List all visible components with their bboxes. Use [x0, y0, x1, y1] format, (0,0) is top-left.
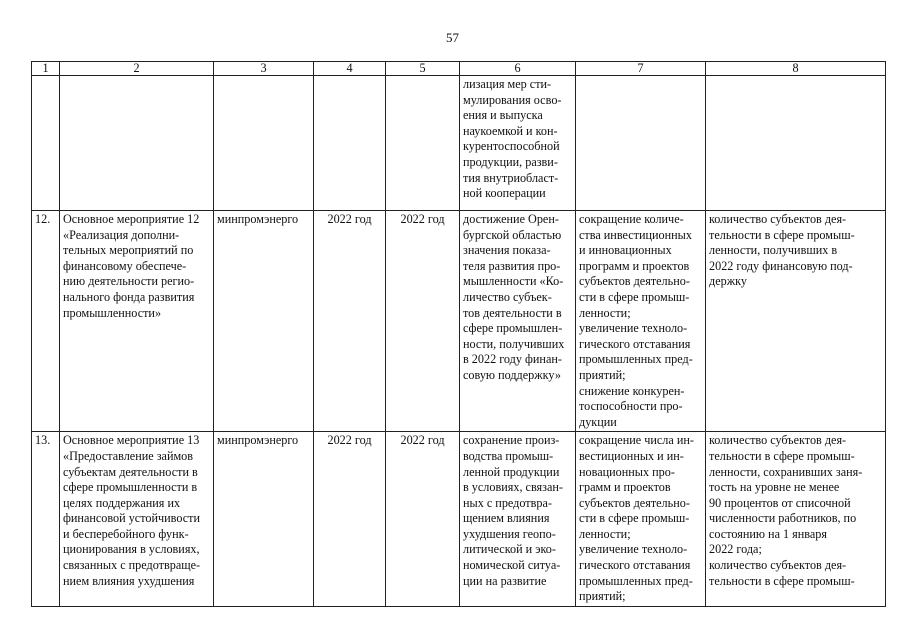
cell-text-line: дукции	[579, 414, 617, 429]
cell-text-line: тов деятельности в	[463, 305, 562, 320]
cell-text-line: нального фонда развития	[63, 289, 195, 304]
cell-text-line: увеличение техноло-	[579, 321, 688, 336]
cell-text-line: промышленных пред-	[579, 573, 693, 588]
cell-text-line: финансовой устойчивости	[63, 511, 200, 526]
cell-text-line: «Предоставление займов	[63, 448, 194, 463]
row-number: 12.	[32, 211, 60, 432]
cell-text-line: личество субъек-	[463, 289, 552, 304]
cell-text-line: приятий;	[579, 367, 626, 382]
cell-text-line: снижение конкурен-	[579, 383, 685, 398]
table-cell	[386, 76, 460, 211]
cell-text-line: щением влияния	[463, 511, 550, 526]
cell-text-line: мышленности «Ко-	[463, 274, 564, 289]
cell-text-line: ных с предотвра-	[463, 495, 552, 510]
column-header: 2	[60, 62, 214, 76]
cell-text-line: субъектов деятельно-	[579, 274, 690, 289]
cell-text-line: финансовому обеспече-	[63, 258, 187, 273]
column-header: 5	[386, 62, 460, 76]
cell-text-line: количество субъектов дея-	[709, 558, 847, 573]
column-header: 7	[576, 62, 706, 76]
cell-text-line: тельности в сфере промыш-	[709, 448, 855, 463]
cell-text-line: количество субъектов дея-	[709, 433, 847, 448]
cell-text-line: сти в сфере промыш-	[579, 511, 690, 526]
cell-text-line: ленной продукции	[463, 464, 560, 479]
cell-text-line: количество субъектов дея-	[709, 212, 847, 226]
link-cell	[460, 211, 576, 432]
table-row-continuation	[32, 76, 886, 211]
cell-text-line: 90 процентов от списочной	[709, 495, 851, 510]
cell-text-line: в 2022 году финан-	[463, 352, 562, 367]
cell-text-line: держку	[709, 274, 747, 289]
table-cell	[706, 76, 886, 211]
cell-text-line: 2022 года;	[709, 542, 762, 557]
column-header: 6	[460, 62, 576, 76]
cell-text-line: курентоспособной	[463, 139, 560, 154]
cell-text-line: промышленности»	[63, 305, 162, 320]
cell-text-line: связанных с предотвраще-	[63, 558, 201, 573]
page-number: 57	[446, 30, 459, 45]
cell-text-line: тельности в сфере промыш-	[709, 573, 855, 588]
table-cell-link	[460, 76, 576, 211]
cell-text-line: сокращение числа ин-	[579, 433, 694, 448]
cell-text-line: продукции, разви-	[463, 154, 558, 169]
cell-text-line: ленности;	[579, 526, 631, 541]
cell-text-line: гического отставания	[579, 558, 691, 573]
cell-text-line: Основное мероприятие 12	[63, 212, 200, 226]
cell-text-line: ности, получивших	[463, 336, 565, 351]
cell-text-line: программ и проектов	[579, 258, 690, 273]
table-cell	[60, 76, 214, 211]
cell-text-line: нию деятельности регио-	[63, 274, 195, 289]
cell-text-line: субъектов деятельно-	[579, 495, 690, 510]
link-cell	[460, 432, 576, 607]
executor-cell: минпромэнерго	[214, 432, 314, 607]
cell-text-line: целях поддержания их	[63, 495, 181, 510]
table-row	[32, 432, 886, 607]
cell-text-line: водства промыш-	[463, 448, 554, 463]
cell-text-line: в условиях, связан-	[463, 480, 563, 495]
cell-text-line: тия внутриобласт-	[463, 170, 559, 185]
cell-text-line: и бесперебойного функ-	[63, 526, 189, 541]
cell-text-line: номической ситуа-	[463, 558, 561, 573]
cell-text-line: тельных мероприятий по	[63, 243, 194, 258]
column-header: 4	[314, 62, 386, 76]
end-year-cell: 2022 год	[386, 432, 460, 607]
cell-text-line: и инновационных	[579, 243, 672, 258]
cell-text-line: ной кооперации	[463, 186, 546, 201]
cell-text-line: сти в сфере промыш-	[579, 289, 690, 304]
consequences-cell	[576, 211, 706, 432]
cell-text-line: значения показа-	[463, 243, 551, 258]
cell-text-line: сокращение количе-	[579, 212, 684, 226]
table-cell	[576, 76, 706, 211]
cell-text-line: совую поддержку»	[463, 367, 561, 382]
cell-text-line: ции на развитие	[463, 573, 547, 588]
cell-text-line: сфере промышлен-	[463, 321, 563, 336]
cell-text-line: приятий;	[579, 589, 626, 604]
table-cell	[32, 76, 60, 211]
activity-cell	[60, 432, 214, 607]
executor-cell: минпромэнерго	[214, 211, 314, 432]
cell-text-line: сфере промышленности в	[63, 480, 198, 495]
indicator-cell	[706, 432, 886, 607]
cell-text-line: лизация мер сти-	[463, 77, 552, 91]
table-cell	[214, 76, 314, 211]
cell-text-line: сохранение произ-	[463, 433, 560, 448]
activities-table	[31, 61, 886, 607]
cell-text-line: тость на уровне не менее	[709, 480, 840, 495]
consequences-cell	[576, 432, 706, 607]
cell-text-line: увеличение техноло-	[579, 542, 688, 557]
cell-text-line: 2022 году финансовую под-	[709, 258, 853, 273]
cell-text-line: ленности, получивших в	[709, 243, 838, 258]
cell-text-line: Основное мероприятие 13	[63, 433, 200, 448]
cell-text-line: нием влияния ухудшения	[63, 573, 195, 588]
cell-text-line: промышленных пред-	[579, 352, 693, 367]
start-year-cell: 2022 год	[314, 211, 386, 432]
table-row	[32, 211, 886, 432]
column-header: 3	[214, 62, 314, 76]
cell-text-line: тельности в сфере промыш-	[709, 227, 855, 242]
cell-text-line: теля развития про-	[463, 258, 561, 273]
cell-text-line: состоянию на 1 января	[709, 526, 827, 541]
cell-text-line: ения и выпуска	[463, 108, 543, 123]
column-header: 1	[32, 62, 60, 76]
cell-text-line: ленности, сохранивших заня-	[709, 464, 863, 479]
row-number: 13.	[32, 432, 60, 607]
cell-text-line: ленности;	[579, 305, 631, 320]
end-year-cell: 2022 год	[386, 211, 460, 432]
cell-text-line: тоспособности про-	[579, 399, 683, 414]
cell-text-line: наукоемкой и кон-	[463, 123, 558, 138]
cell-text-line: субъектам деятельности в	[63, 464, 198, 479]
cell-text-line: «Реализация дополни-	[63, 227, 180, 242]
cell-text-line: литической и эко-	[463, 542, 556, 557]
cell-text-line: гического отставания	[579, 336, 691, 351]
column-header: 8	[706, 62, 886, 76]
cell-text-line: мулирования освo-	[463, 92, 562, 107]
activity-cell	[60, 211, 214, 432]
cell-text-line: достижение Орен-	[463, 212, 559, 226]
table-cell	[314, 76, 386, 211]
cell-text-line: бургской областью	[463, 227, 562, 242]
column-header-row	[32, 62, 886, 76]
cell-text-line: новационных про-	[579, 464, 675, 479]
cell-text-line: численности работников, по	[709, 511, 857, 526]
cell-text-line: ства инвестиционных	[579, 227, 692, 242]
cell-text-line: грамм и проектов	[579, 480, 671, 495]
cell-text-line: ухудшения геопо-	[463, 526, 556, 541]
start-year-cell: 2022 год	[314, 432, 386, 607]
indicator-cell	[706, 211, 886, 432]
cell-text-line: вестиционных и ин-	[579, 448, 684, 463]
cell-text-line: ционирования в условиях,	[63, 542, 200, 557]
